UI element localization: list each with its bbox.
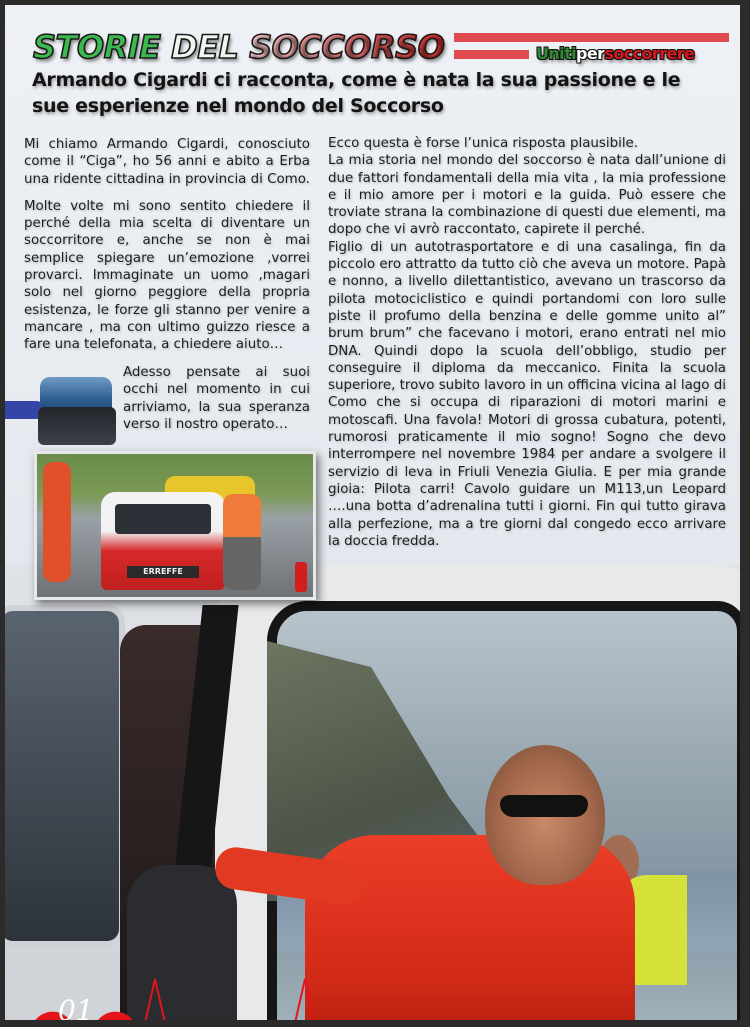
article-column-1-inset — [123, 364, 310, 433]
ambulance-window-photo — [5, 565, 740, 1020]
van-side-window — [5, 605, 125, 947]
heart-icon — [43, 985, 119, 1020]
fire-extinguisher — [295, 562, 307, 592]
rally-car-photo — [34, 451, 316, 600]
marshal-figure — [223, 494, 261, 590]
title-word-2: DEL — [171, 28, 239, 66]
article-subtitle: Armando Cigardi ci racconta, come è nata la sua passione e le sue esperienze nel mondo del Soccorso — [32, 69, 681, 117]
section-title — [33, 27, 444, 67]
paragraph: Ecco questa è forse l’unica risposta plausibile. — [328, 136, 639, 151]
paragraph: La mia storia nel mondo del soccorso è nata dall’unione di due fattori fondamentali della mia vita , la mia professione e il mio amore per i motori e la guida. Può essere che troviate strana la combinazione di questi due elementi, ma dopo che vi avrò raccontato, capirete il perché. — [328, 153, 726, 238]
page-number: 01 — [58, 994, 94, 1020]
article-column-1 — [24, 136, 310, 354]
article-column-2 — [328, 135, 726, 550]
title-word-3: SOCCORSO — [249, 28, 445, 66]
rally-car: ERREFFE — [101, 492, 225, 590]
rescuer-figure — [43, 462, 71, 582]
header-stripe-long — [454, 33, 729, 42]
magazine-page — [5, 5, 740, 1020]
header-stripe-short — [454, 50, 529, 59]
paragraph: Molte volte mi sono sentito chiedere il perché della mia scelta di diventare un soccorritore e, anche se non è mai semplice spiegare un’emozione ,vorrei provarci. Immaginate un uomo ,magari solo nel giorno peggiore della propria esistenza, le forze gli stanno per venire a mancare , ma con ultimo guizzo riesce a fare una telefonata, a chiedere aiuto… — [24, 198, 310, 353]
paragraph: Figlio di un autotrasportatore e di una casalinga, fin da piccolo ero attratto da tutto ciò che aveva un motore. Papà e nonno, a livello dilettantistico, avevano un trascorso da pilota motociclistico e quindi portandomi con loro sulle piste il profumo della benzina e delle gomme unito al” brum brum” che facevano i motori, erano entrati nel mio DNA. Quindi dopo la scuola dell’obbligo, studio per conseguire il diploma da meccanico. Finita la scuola superiore, trovo subito lavoro in un officina vicina al lago di Como che si occupa di riparazioni di motori marini e motoscafi. Una favola! Motori di grossa cubatura, potenti, rumorosi praticamente il mio sogno! Sogno che devo interrompere nel novembre 1984 per andare a svolgere il servizio di leva in Friuli Venezia Giulia. E per mia grande gioia: Pilota carri! Cavolo guidare un M113,un Leopard ….una botta d’adrenalina tutti i giorni. Fin qui tutto girava alla perfezione, ma a tre giorni dal congedo ecco arrivare la doccia fredda. — [328, 239, 726, 549]
paragraph: Mi chiamo Armando Cigardi, conosciuto come il “Ciga”, ho 56 anni e abito a Erba una ridente cittadina in provincia di Como. — [24, 137, 310, 187]
sunglasses — [500, 795, 588, 817]
paragraph: Adesso pensate ai suoi occhi nel momento in cui arriviamo, la sua speranza verso il nostro operato… — [123, 365, 310, 432]
ecg-line-icon — [135, 975, 465, 1020]
title-word-1: STORIE — [33, 28, 161, 66]
ambulance-beacon-light — [5, 377, 115, 447]
brand-logo: Unitipersoccorrere — [536, 44, 695, 63]
